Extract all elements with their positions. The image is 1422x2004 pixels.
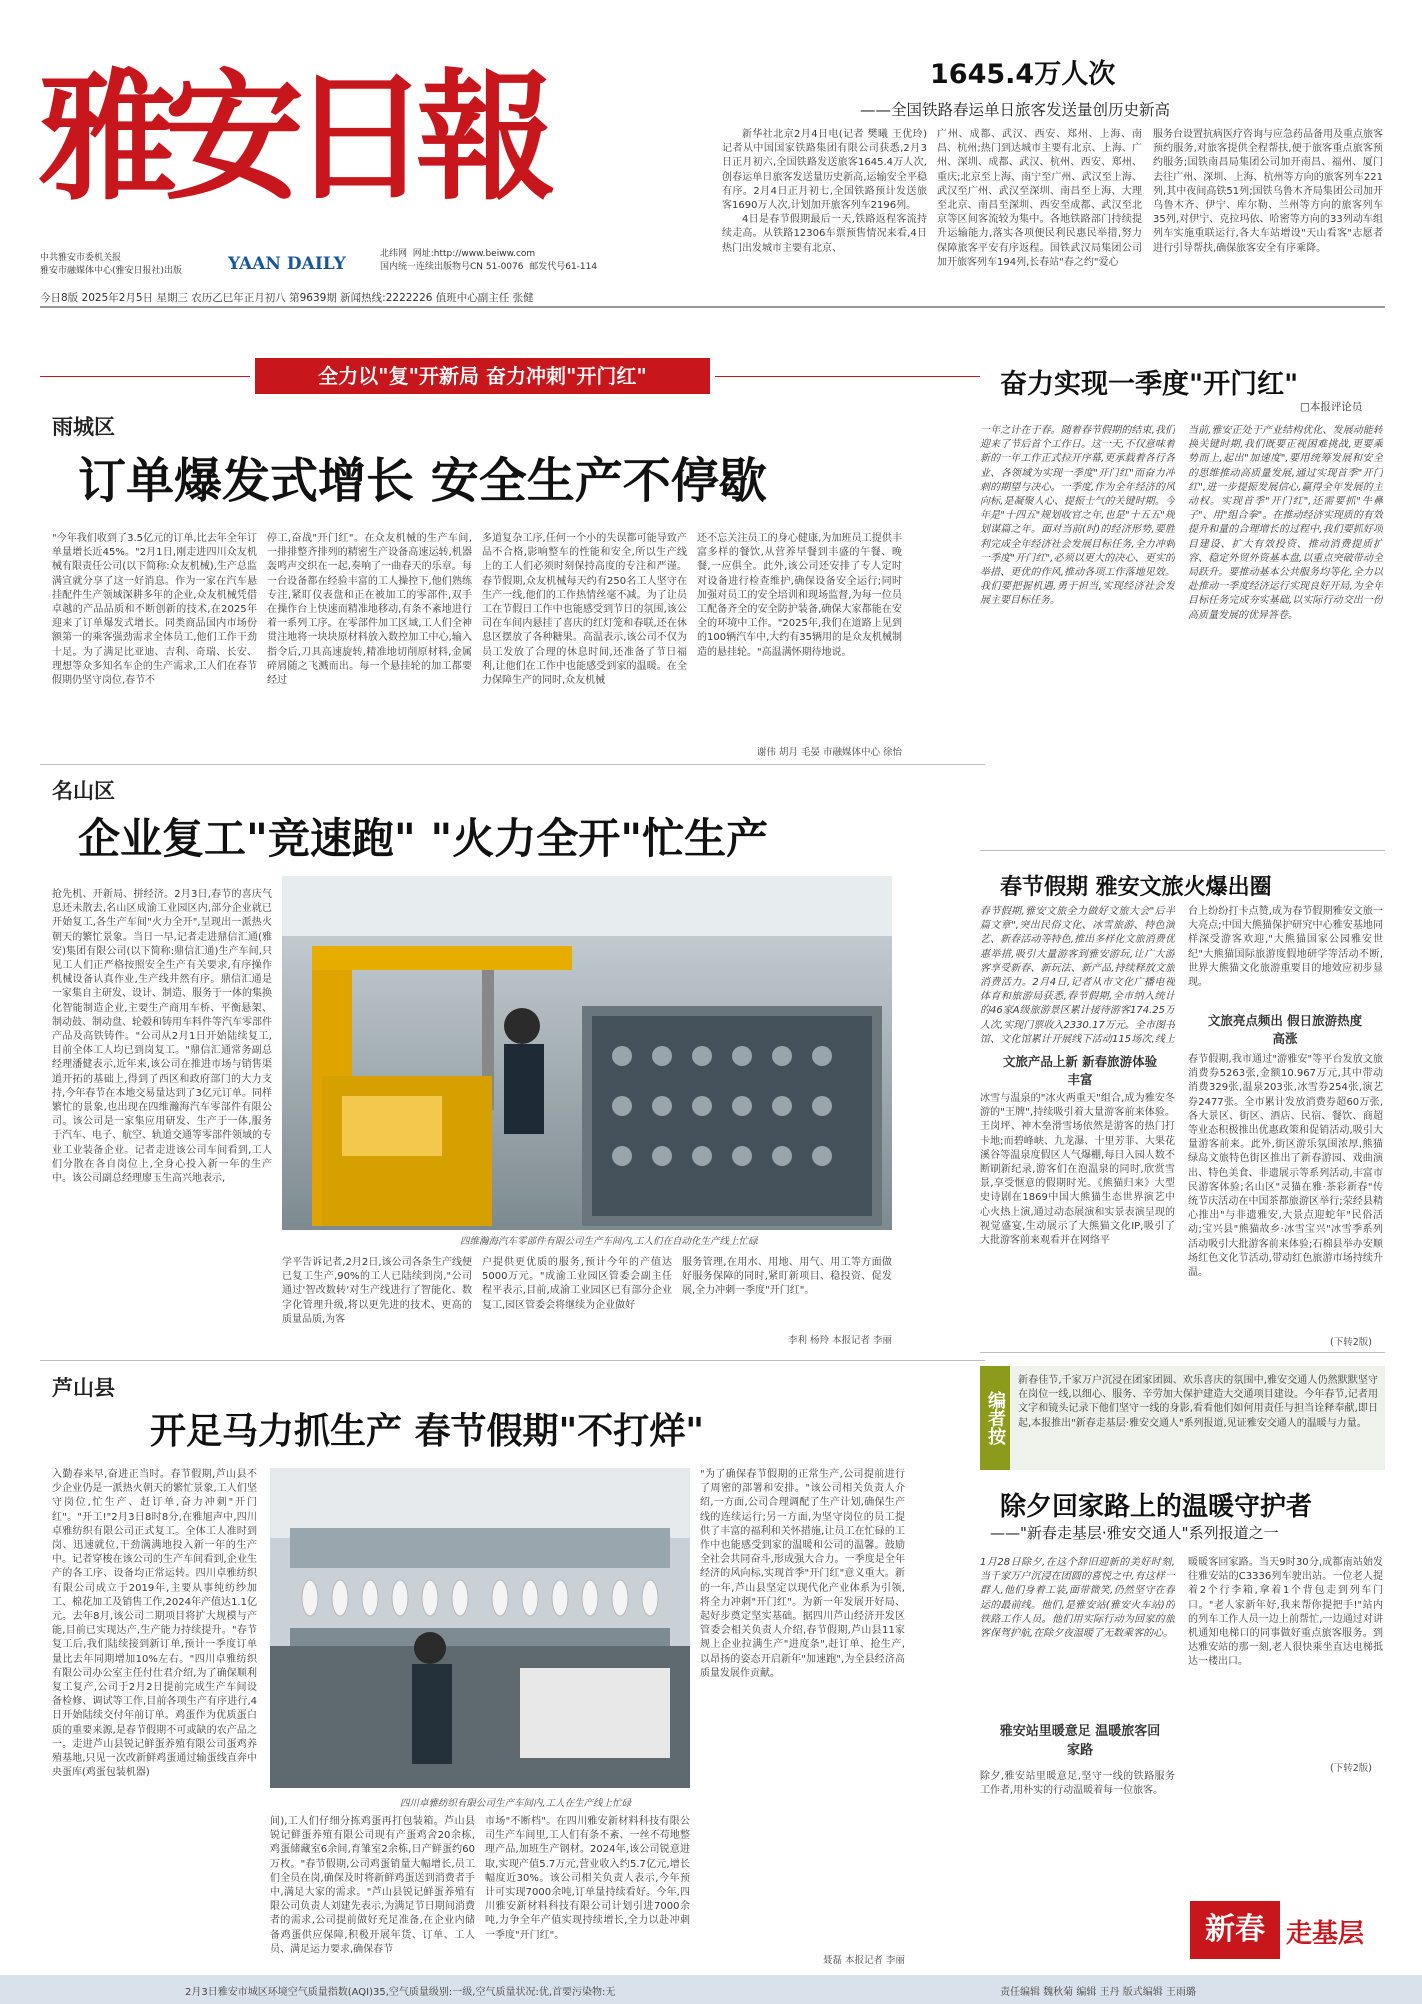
top-story-title: 1645.4万人次 [930, 59, 1116, 90]
dateline: 今日8版 2025年2月5日 星期三 农历乙巳年正月初八 第9639期 新闻热线:2222226 值班中心副主任 张健 [40, 292, 534, 304]
header-rule [40, 306, 1385, 308]
masthead-title: 雅安日報 [38, 56, 543, 220]
tourism-col: 冰雪与温泉的"冰火两重天"组合,成为雅安冬游的"王牌",持续吸引着大量游客前来体验。王岗坪、神木垒滑雪场依然是游客的热门打卡地;而碧峰峡、九龙瀑、十里芳菲、大果花溪谷等温泉度假区人气爆棚,每日入园人数不断刷新纪录,游客们在泡温泉的同时,欣赏雪景,享受惬意的假期时光。《熊猫归来》大型史诗剧在1869中国大熊猫生态世界演艺中心火热上演,通过动态展演和实景表演呈现的视觉盛宴,生动展示了大熊猫文化IP,吸引了大批游客前来观看并在网络平 [980, 1093, 1175, 1247]
story2-byline: 李利 杨羚 本报记者 李丽 [787, 1335, 892, 1346]
story3-byline: 聂磊 本报记者 李丽 [822, 1955, 905, 1966]
tourism-col: 春节假期,我市通过"游雅安"等平台发放文旅消费券5263张,金额10.967万元,其中带动消费329张,温泉203张,冰雪券254张,演艺券2477张。全市累计发放消费券超60万张,各大景区、街区、酒店、民宿、餐饮、商超等业态积极推出优惠政策和促销活动,吸引大量游客前来。此外,街区游乐氛围浓厚,熊猫绿岛文旅特色街区推出了新春游园、戏曲演出、特色美食、非遗展示等系列活动,丰富市民游客体验;名山区"灵猫在雅·茶彩新春"传统节庆活动在中国茶都旅游区举行;荥经县精心推出"与非遗雅安,大景点迎蛇年"民俗活动;宝兴县"熊猫故乡·冰雪宝兴"冰雪季系列活动吸引大批游客前来体验;石棉县举办安顺场红色文化节活动,带动红色旅游市场持续升温。 [1188, 1054, 1383, 1279]
stamp-new-spring: 新春 [1190, 1901, 1280, 1959]
continued-note: (下转2版) [1330, 1337, 1372, 1348]
section-rule [40, 1360, 985, 1361]
editor-note-text: 新春佳节,千家万户沉浸在团家团圆、欢乐喜庆的氛围中,雅安交通人仍然默默坚守在岗位一线,以细心、服务、辛劳加大保护建造大交通项目建设。今年春节,记者用文字和镜头记录下他们坚守一线的身影,看看他们如何用责任与担当诠释奉献,即日起,本报推出"新春走基层·雅安交通人"系列报道,见证雅安交通人的温暖与力量。 [1018, 1375, 1378, 1429]
photo-caption: 四川卓雅纺织有限公司生产车间内,工人在生产线上忙碌 [400, 1798, 632, 1809]
commentary-col: 一年之计在于春。随着春节假期的结束,我们迎来了节后首个工作日。这一天,不仅意味着新的一年工作正式拉开序幕,更承载着各行各业、各领域为实现一季度"开门红"而奋力冲刺的期望与决心。一季度,作为全年经济的风向标,是凝聚人心、提振士气的关键时期。今年是"十四五"规划收官之年,也是"十五五"规划谋篇之年。面对当前(时)的经济形势,要胜利完成全年经济社会发展目标任务,全力冲刺一季度"开门红",必须以更大的决心、更实的举措、更优的作风,推动各项工作落地见效。我们要把握机遇,勇于担当,实现经济社会发展主要目标任务。 [980, 425, 1175, 607]
warm-story-col: 1月28日除夕,在这个辞旧迎新的美好时刻,当千家万户沉浸在团圆的喜悦之中,有这样一群人,他们身着工装,面带微笑,仍然坚守在春运的最前线。他们,是雅安站(雅安火车站)的铁路工作人员。他们用实际行动为回家的旅客保驾护航,在除夕夜温暖了无数乘客的心。 [980, 1557, 1175, 1640]
story2-col: 抢先机、开新局、拼经济。2月3日,春节的喜庆气息还未散去,名山区成渝工业园区内,部分企业就已开始复工,各生产车间"火力全开",呈现出一派热火朝天的繁忙景象。当日一早,记者走进鼎信汇通(雅安)集团有限公司(以下简称:鼎信汇通)生产车间,只见工人们正严格按照安全生产有关要求,有序操作机械设备认真作业,生产线井然有序。鼎信汇通是一家集自主研发、设计、制造、服务于一体的集换化智能制造企业,主要生产商用车桥、平衡悬架、制动鼓、制动盘、轮毂和铸用车料件等汽车零部件产品及高铁铸件。"公司从2月1日开始陆续复工,目前全体工人均已到岗复工。"鼎信汇通常务副总经理潘健表示,近年来,该公司在推进市场与销售渠道开拓的基础上,得到了西区和政府部门的大力支持,今年春节在本地交易量达到了3亿元订单。同样繁忙的景象,也出现在四维瀚海汽车零部件有限公司。该公司是一家集应用研发、生产于一体,服务于汽车、电子、航空、轨道交通等零部件领域的专业工业装备企业。记者走进该公司车间看到,工人们分散在各自岗位上,全身心投入新一年的生产中。该公司副总经理廖玉生高兴地表示, [52, 889, 272, 1185]
stamp-grassroots: 走基层 [1286, 1919, 1365, 1949]
web-url[interactable]: 网址:http://www.beiww.com [412, 249, 536, 259]
story2-title: 企业复工"竞速跑" "火力全开"忙生产 [78, 814, 769, 863]
photo-caption: 四维瀚海汽车零部件有限公司生产车间内,工人们在自动化生产线上忙碌 [460, 1236, 758, 1247]
org-line: 雅安市融媒体中心(雅安日报社)出版 [40, 266, 183, 276]
tourism-col: 春节假期,雅安文旅全力做好文旅大会"后半篇文章",突出民俗文化、冰雪旅游、特色演艺、新春活动等特色,推出多样化文旅消费优惠举措,吸引大量游客到雅安游玩,让广大游客享受新春、新玩法、新产品,持续释放文旅消费活力。2月4日,记者从市文化广播电视体育和旅游局获悉,春节假期,全市纳入统计的46家A级旅游景区累计接待游客174.25万人次,实现门票收入2330.17万元。全市图书馆、文化馆累计开展线下活动115场次,线上 [980, 906, 1175, 1045]
story1-col: 还不忘关注员工的身心健康,为加班员工提供丰富多样的餐饮,从营养早餐到丰盛的午餐、晚餐,一应俱全。此外,该公司还安排了专人定时对设备进行检查维护,确保设备安全运行;同时加强对员工的安全培训和现场监督,为每一位员工配备齐全的安全防护装备,确保大家都能在安全的环境中工作。"2025年,我们在道路上见到的100辆汽车中,大约有35辆用的是众友机械制造的悬挂轮。"高温满怀期待地说。 [697, 533, 902, 658]
warm-story-col: 暖暖客回家路。当天9时30分,成都南站始发往雅安站的C3336列车驶出站。一位老人提着2个行李箱,拿着1个背包走到列车门口。"老人家新年好,我来帮你提把手!"站内的列车工作人员一边上前帮忙,一边通过对讲机通知电梯口的同事做好重点旅客服务。到达雅安站的那一刻,老人很快乘坐直达电梯抵达一楼出口。 [1188, 1557, 1383, 1668]
region-tag: 芦山县 [52, 1376, 115, 1400]
tourism-subhead: 文旅亮点频出 假日旅游热度高涨 [1207, 1013, 1363, 1046]
banner-rule [715, 376, 980, 377]
textile-photo [270, 1468, 690, 1788]
section-rule [980, 850, 1385, 851]
commentary-author: □本报评论员 [1300, 401, 1363, 413]
banner-rule [40, 376, 250, 377]
factory-photo-image [282, 876, 892, 1230]
region-tag: 名山区 [52, 779, 115, 803]
masthead [38, 54, 543, 222]
story1-byline: 谢伟 胡月 毛晏 市融媒体中心 徐怡 [756, 747, 902, 758]
story1-col: "今年我们收到了3.5亿元的订单,比去年全年订单量增长近45%。"2月1日,刚走进四川众友机械有限责任公司(以下简称:众友机械),生产总监满宣就分享了这一好消息。作为一家在汽车悬挂配件生产领域深耕多年的企业,众友机械凭借卓越的产品品质和不断创新的技术,在2025年迎来了订单爆发式增长。同类商品国内市场份额第一的乘客强劲需求全体员工,他们工作干劲十足。为了满足比亚迪、吉利、奇瑞、长安、理想等众多知名车企的生产需求,工人们在春节假期仍坚守岗位,春节不 [52, 533, 257, 687]
story1-title: 订单爆发式增长 安全生产不停歇 [78, 453, 767, 509]
tourism-title: 春节假期 雅安文旅火爆出圈 [1000, 875, 1272, 900]
section-rule [40, 764, 985, 765]
section-rule [980, 1352, 1385, 1353]
tourism-subhead: 文旅产品上新 新春旅游体验丰富 [1002, 1054, 1158, 1087]
publication-meta [380, 248, 700, 274]
textile-photo-image [270, 1468, 690, 1788]
warm-story-col: 除夕,雅安站里暖意足,坚守一线的铁路服务工作者,用朴实的行动温暖着每一位旅客。 [980, 1771, 1175, 1797]
story3-col: "为了确保春节假期的正常生产,公司提前进行了周密的部署和安排。"该公司相关负责人介绍,一方面,公司合理调配了生产计划,确保生产线的连续运行;另一方面,为坚守岗位的员工提供了丰富的福利和关怀措施,让员工在忙碌的工作中也能感受到家的温暖和公司的温馨。鼓励全社会共同奋斗,形成强大合力。一季度是全年经济的风向标,实现首季"开门红"意义重大。新的一年,芦山县坚定以现代化产业体系为引领,将全力冲刺"开门红"。为新一年发展开好局、起好步奠定坚实基础。据四川芦山经济开发区管委会相关负责人介绍,春节假期,芦山县11家规上企业拉满生产"进度条",赶订单、抢生产,以昂扬的姿态开启新年"加速跑",为全县经济高质量发展作贡献。 [700, 1469, 905, 1679]
air-quality-note: 2月3日雅安市城区环境空气质量指数(AQI)35,空气质量级别:一级,空气质量状况:优,首要污染物:无 [185, 1987, 616, 1998]
story1-col: 多道复杂工序,任何一个小的失误都可能导致产品不合格,影响整车的性能和安全,所以生产线上的工人们必须时刻保持高度的专注和严谨。春节假期,众友机械每天约有250名工人坚守在生产一线,他们的工作热情丝毫不减。为了让员工在节假日工作中也能感受到节日的氛围,该公司在车间内悬挂了喜庆的红灯笼和春联,还在休息区摆放了各种糖果。高温表示,该公司不仅为员工发放了合理的休息时间,还准备了节日福利,让他们在工作中也能感受到家的温暖。在全力保障生产的同时,众友机械 [482, 533, 687, 687]
editor-note-label: 编者按 [980, 1366, 1010, 1470]
warm-story-title: 除夕回家路上的温暖守护者 [1000, 1492, 1313, 1522]
warm-story-subtitle: ——"新春走基层·雅安交通人"系列报道之一 [990, 1524, 1279, 1542]
editor-credits: 责任编辑 魏秋菊 编辑 王丹 版式编辑 王雨璐 [1000, 1987, 1196, 1998]
cn-number: 国内统一连续出版物号CN 51-0076 [380, 262, 524, 272]
post-code: 邮发代号61-114 [529, 262, 598, 272]
continued-note: (下转2版) [1330, 1763, 1372, 1774]
footer-bar [0, 1975, 1422, 2004]
brand-en: YAAN DAILY [228, 254, 346, 274]
org-line: 中共雅安市委机关报 [40, 253, 122, 263]
campaign-banner: 全力以"复"开新局 奋力冲刺"开门红" [255, 358, 710, 394]
tourism-col: 台上纷纷打卡点赞,成为春节假期雅安文旅一大亮点;中国大熊猫保护研究中心雅安基地同样深受游客欢迎,"大熊猫国家公园雅安世纪"大熊猫国际旅游度假地研学等活动不断,世界大熊猫文化旅游重要目的地效应初步显现。 [1188, 906, 1383, 989]
story1-col: 停工,奋战"开门红"。在众友机械的生产车间,一排排整齐排列的精密生产设备高速运转,机器轰鸣声交织在一起,奏响了一曲春天的乐章。每一台设备都在经验丰富的工人操控下,他们熟练专注,紧盯仪表盘和正在被加工的零部件,双手在操作台上快速而精准地移动,有条不紊地进行着一系列工序。在零部件加工区域,工人们全神贯注地将一块块原材料放入数控加工中心,输入指令后,刀具高速旋转,精准地切削原材料,金属碎屑随之飞溅而出。每一个悬挂轮的加工都要经过 [267, 533, 472, 687]
commentary-title: 奋力实现一季度"开门红" [1000, 369, 1299, 400]
top-story-subtitle: ——全国铁路春运单日旅客发送量创历史新高 [860, 101, 1171, 119]
story3-col: 入勤春来早,奋进正当时。春节假期,芦山县不少企业仍是一派热火朝天的繁忙景象,工人们坚守岗位,忙生产、赶订单,奋力冲刺"开门红"。"开工!"2月3日8时8分,在雅旭声中,四川卓雅纺织有限公司正式复工。全体工人准时到岗、迅速就位,干劲满满地投入新一年的生产中。记者穿梭在该公司的生产车间看到,企业生产的各工序、设备均正常运转。四川卓雅纺织有限公司成立于2019年,主要从事纯纺纱加工、棉花加工及销售工作,2024年产值达1.1亿元。去年8月,该公司二期项目将扩大规模与产能,目前已实现达产,生产能力持续提升。"春节复工后,我们陆续接到新订单,预计一季度订单量比去年同期增加10%左右。"四川卓雅纺织有限公司办公室主任付仕君介绍,为了确保顺利复工复产,公司于2月2日提前完成生产车间设备检修、调试等工作,目前各项生产有序进行,4日开始陆续交付年前订单。鸡蛋作为优质蛋白质的重要来源,是春节假期不可或缺的农产品之一。走进芦山县锐记鲜蛋养殖有限公司蛋鸡养殖基地,只见一次改新鲜鸡蛋通过输蛋线直奔中央蛋库(鸡蛋包装机器) [52, 1469, 257, 1779]
factory-photo [282, 876, 892, 1230]
commentary-col: 当前,雅安正处于产业结构优化、发展动能转换关键时期,我们既要正视困难挑战,更要乘势而上,起出"加速度",要用统筹发展和安全的思维推动高质量发展,通过实现首季"开门红",进一步提振发展信心,赢得全年发展的主动权。实现首季"开门红",还需要抓"牛鼻子"、用"组合拳"。在推动经济实现质的有效提升和量的合理增长的过程中,我们要抓好项目建设、扩大有效投资、推动消费提质扩容、稳定外贸外资基本盘,以重点突破带动全局跃升。要推动基本公共服务均等化,全力以赴推动一季度经济运行实现良好开局,为全年目标任务完成夯实基础,以实际行动交出一份高质量发展的优异答卷。 [1188, 425, 1383, 621]
story2-col: 户提供更优质的服务,预计今年的产值达5000万元。"成渝工业园区管委会副主任程平表示,目前,成渝工业园区已有部分企业复工,园区管委会将继续为企业做好 [482, 1257, 672, 1311]
top-story-col: 服务台设置抗病医疗咨询与应急药品备用及重点旅客预约服务,对旅客提供全程帮扶,便于旅客重点旅客预约服务;国铁南昌局集团公司加开南昌、福州、厦门去往广州、深圳、上海、杭州等方向的旅客列车221列,其中夜间高铁51列;国铁乌鲁木齐局集团公司加开乌鲁木齐、伊宁、库尔勒、兰州等方向的旅客列车35列,对伊宁、克拉玛依、哈密等方向的33列动车组列车实施重联运行,各大车站增设"天山看客"志愿者进行引导帮扶,确保旅客安全有序乘降。 [1153, 129, 1383, 254]
story3-col: 市场"不断档"。在四川雅安新材料科技有限公司生产车间里,工人们有条不紊、一丝不苟地整理产品,加班生产钢材。2024年,该公司锐意进取,实现产值5.7万元,营业收入约5.7亿元,增长幅度近30%。该公司相关负责人表示,今年预计可实现7000余吨,订单量持续看好。今年,四川雅安新材料科技有限公司计划引进7000余吨,力争全年产值实现持续增长,全力以赴冲刺一季度"开门红"。 [485, 1816, 690, 1941]
web-label: 北纬网 [380, 249, 408, 259]
region-tag: 雨城区 [52, 415, 115, 439]
story2-col: 服务管理,在用水、用地、用气、用工等方面做好服务保障的同时,紧盯新项目、稳投资、促发展,全力冲刺一季度"开门红"。 [682, 1257, 892, 1297]
top-story-col: 广州、成都、武汉、西安、郑州、上海、南昌、杭州;热门到达城市主要有北京、上海、广州、深圳、成都、武汉、杭州、西安、郑州、重庆;北京至上海、南宁至广州、武汉至上海、武汉至广州、武汉至深圳、南昌至上海、大理至北京、南昌至深圳、西安至成都、武汉至北京等区间客流较为集中。各地铁路部门持续提升运输能力,落实各项便民利民惠民举措,努力保障旅客平安有序返程。国铁武汉局集团公司加开旅客列车194列,长春站"春之约"爱心 [937, 129, 1142, 268]
story2-col: 学平告诉记者,2月2日,该公司各条生产线便已复工生产,90%的工人已陆续到岗,"公司通过'智改数转'对生产线进行了智能化、数字化管理升级,将以更先进的技术、更高的质量品质,为客 [282, 1257, 472, 1325]
top-story-col: 新华社北京2月4日电(记者 樊曦 王优玲)记者从中国国家铁路集团有限公司获悉,2月3日正月初六,全国铁路发送旅客1645.4万人次,创春运单日旅客发送量历史新高,运输安全平稳有序。2月4日正月初七,全国铁路预计发送旅客1690万人次,计划加开旅客列车2196列。 4日是春节假期最后一天,铁路返程客流持续走高。从铁路12306车票预售情况来看,4日热门出发城市主要有北京、 [722, 129, 927, 254]
new-spring-stamp [1190, 1895, 1385, 1965]
warm-story-subhead: 雅安站里暖意足 温暖旅客回家路 [999, 1724, 1161, 1758]
story3-title: 开足马力抓生产 春节假期"不打烊" [150, 1411, 705, 1452]
story3-col: 间),工人们仔细分拣鸡蛋再打包装箱。芦山县锐记鲜蛋养殖有限公司现有产蛋鸡舍20余栋,鸡蛋储藏室6余间,育雏室2余栋,日产鲜蛋约60万枚。"春节假期,公司鸡蛋销量大幅增长,员工们全员在岗,确保及时将新鲜鸡蛋送到消费者手中,满足大家的需求。"芦山县锐记鲜蛋养殖有限公司负责人刘建先表示,为满足节日期间消费者的需求,公司提前做好充足准备,在企业内储备鸡蛋供应保障,积极开展年货、订单、工人员、满足运力要求,确保春节 [270, 1816, 475, 1955]
publisher-info [40, 252, 210, 278]
